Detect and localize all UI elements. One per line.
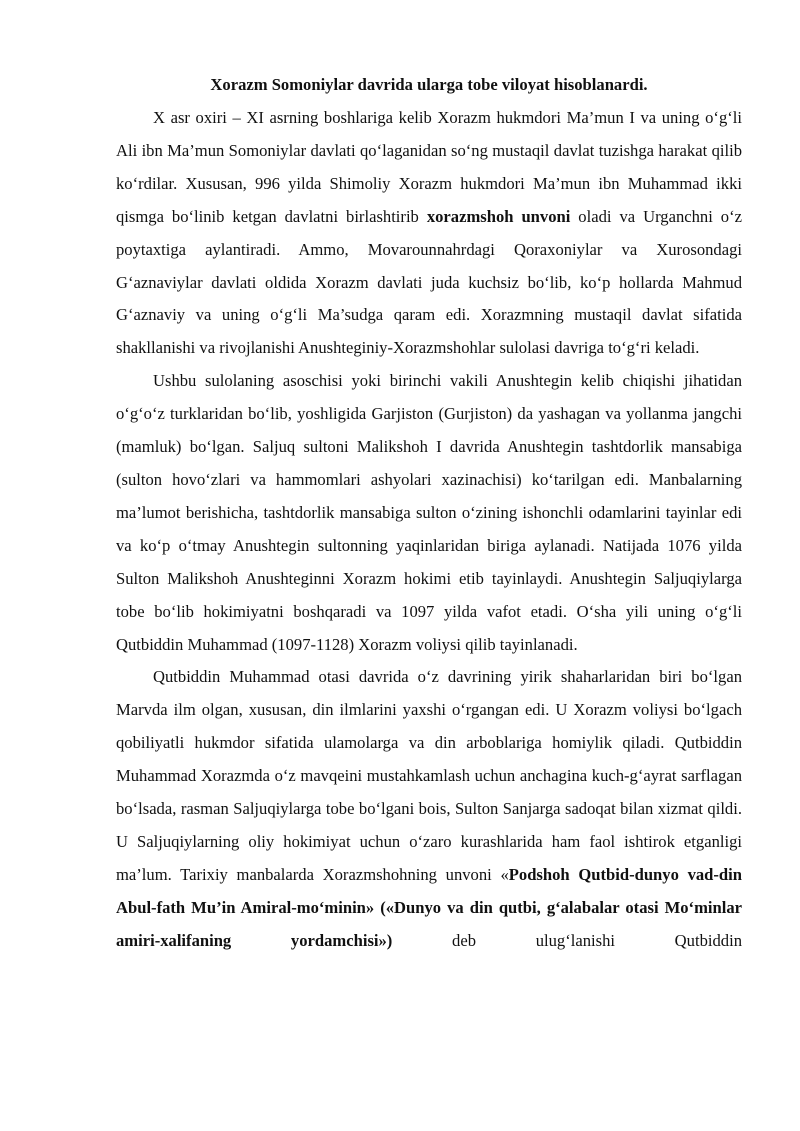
- paragraph-2: Ushbu sulolaning asoschisi yoki birinchi vakili Anushtegin kelib chiqishi jihatidan o‘g‘o‘z turklaridan bo‘lib, yoshligida Garjiston (Gurjiston) da yashagan va yollanma jangchi (mamluk) bo‘lgan. Saljuq sultoni Malikshoh I davrida Anushtegin tashtdorlik mansabiga (sulton hovo‘zlari va hammomlari ashyolari xazinachisi) ko‘tarilgan edi. Manbalarning ma’lumot berishicha, tashtdorlik mansabiga sulton o‘zining ishonchli odamlarini tayinlar edi va ko‘p o‘tmay Anushtegin sultonning yaqinlaridan biriga aylanadi. Natijada 1076 yilda Sulton Malikshoh Anushteginni Xorazm hokimi etib tayinlaydi. Anushtegin Saljuqiylarga tobe bo‘lib hokimiyatni boshqaradi va 1097 yilda vafot etadi. O‘sha yili uning o‘g‘li Qutbiddin Muhammad (1097-1128) Xorazm voliysi qilib tayinlanadi.: [116, 371, 742, 654]
- document-heading: Xorazm Somoniylar davrida ularga tobe viloyat hisoblanardi.: [210, 75, 648, 94]
- paragraph-3: [116, 661, 742, 957]
- paragraph-3-text-a: Qutbiddin Muhammad otasi davrida o‘z davrining yirik shaharlaridan biri bo‘lgan Marvda ilm olgan, xususan, din ilmlarini yaxshi o‘rgangan edi. U Xorazm voliysi bo‘lgach qobiliyatli hukmdor sifatida ulamolarga va din arboblariga homiylik qiladi. Qutbiddin Muhammad Xorazmda o‘z mavqeini mustahkamlash uchun anchagina kuch-g‘ayrat sarflagan bo‘lsada, rasman Saljuqiylarga tobe bo‘lgani bois, Sulton Sanjarga sadoqat bilan xizmat qildi. U Saljuqiylarning oliy hokimiyat uchun o‘zaro kurashlarida ham faol ishtirok etganligi ma’lum. Tarixiy manbalarda Xorazmshohning unvoni «: [116, 667, 742, 884]
- paragraph-1: [116, 102, 742, 365]
- document-body: [116, 72, 742, 958]
- paragraph-3-text-b: deb ulug‘lanishi Qutbiddin: [392, 930, 742, 950]
- paragraph-1-text-a: X asr oxiri – XI asrning boshlariga kelib Xorazm hukmdori Ma’mun I va uning o‘g‘li Ali ibn Ma’mun Somoniylar davlati qo‘laganidan so‘ng mustaqil davlat tuzishga harakat qilib ko‘rdilar. Xususan, 996 yilda Shimoliy Xorazm hukmdori Ma’mun ibn Muhammad ikki qismga bo‘linib ketgan davlatni birlashtirib: [116, 108, 742, 226]
- paragraph-3-bold-title: Podshoh Qutbid-dunyo vad-din Abul-fath Mu’in Amiral-mo‘minin» («Dunyo va din qutbi, g‘alabalar otasi Mo‘minlar amiri-xalifaning yordamchisi»): [116, 864, 743, 950]
- paragraph-1-bold-term: xorazmshoh unvoni: [426, 206, 571, 226]
- paragraph-1-text-b: oladi va Urganchni o‘z poytaxtiga aylantiradi. Ammo, Movarounnahrdagi Qoraxoniylar va Xurosondagi G‘aznaviylar davlati oldida Xorazm davlati juda kuchsiz bo‘lib, ko‘p hollarda Mahmud G‘aznaviy va uning o‘g‘li Ma’sudga qaram edi. Xorazmning mustaqil davlat sifatida shakllanishi va rivojlanishi Anushteginiy-Xorazmshohlar sulolasi davriga to‘g‘ri keladi.: [116, 206, 742, 358]
